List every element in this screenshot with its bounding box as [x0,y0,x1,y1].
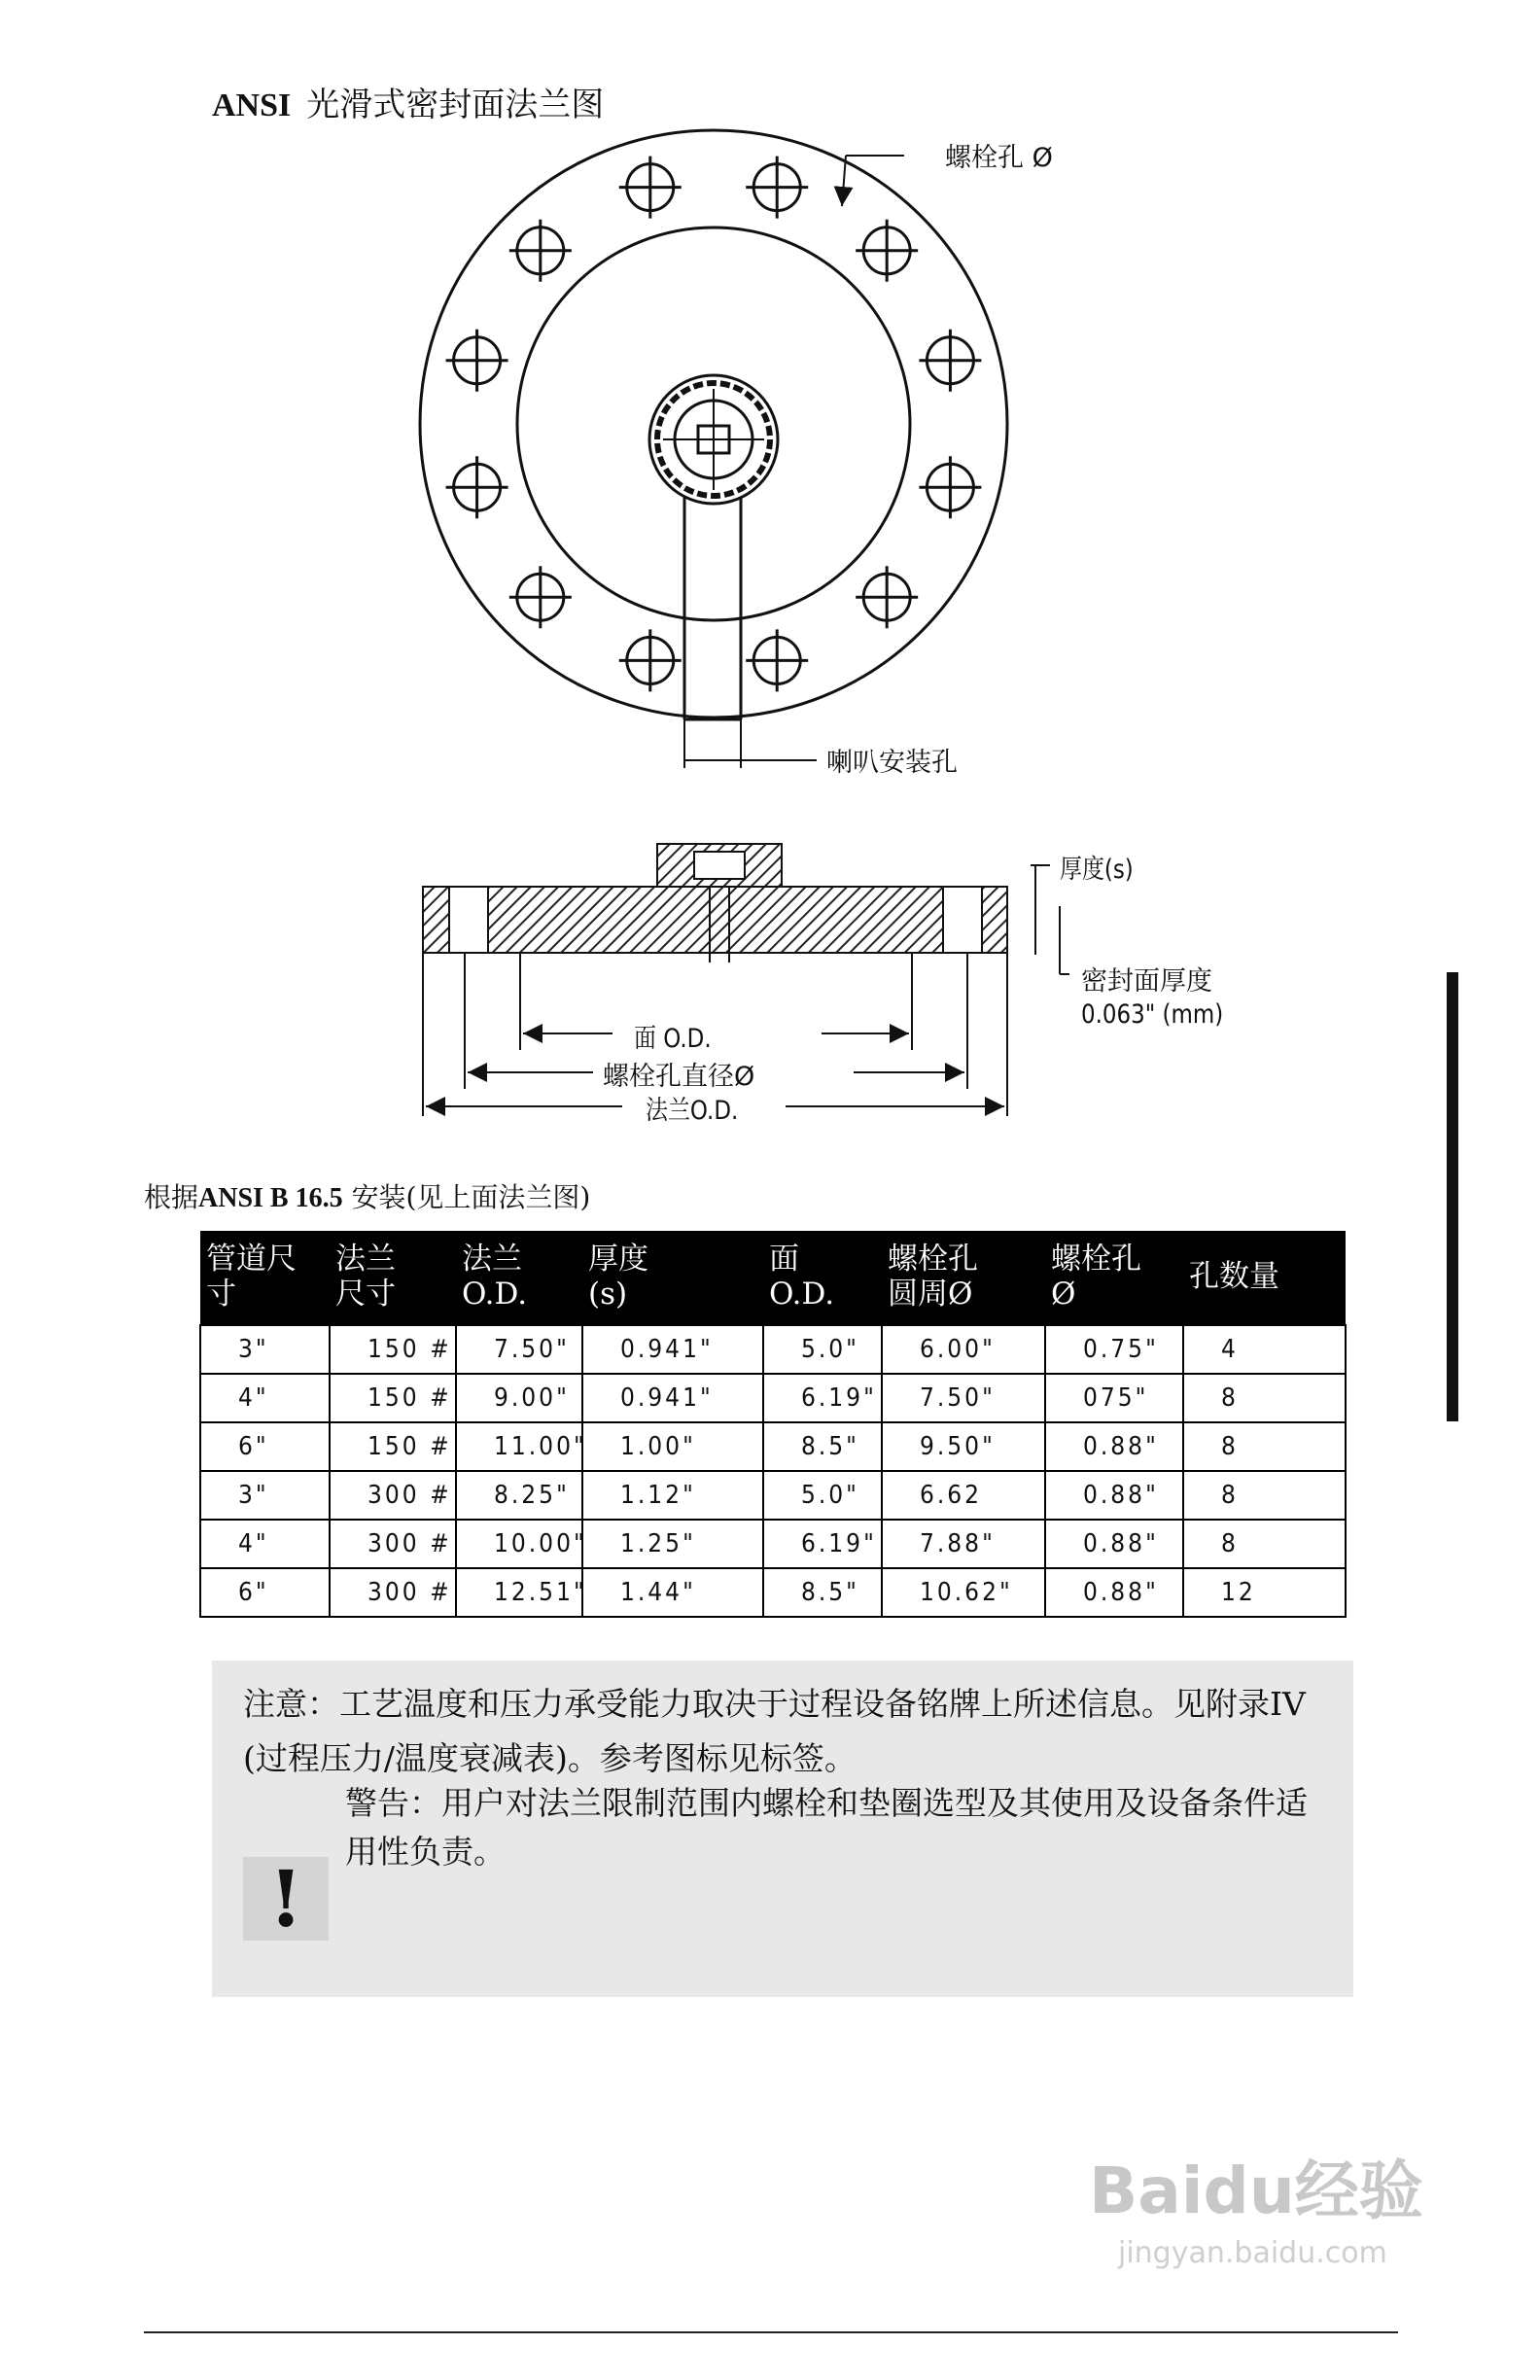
table-cell: 0.941" [582,1325,763,1374]
table-cell: 8.5" [763,1568,882,1617]
header-flange-size: 法兰 尺寸 [330,1231,456,1325]
table-cell: 0.88" [1045,1568,1183,1617]
header-bolt-hole: 螺栓孔 Ø [1045,1231,1183,1325]
table-cell: 3" [200,1325,330,1374]
label-thickness: 厚度(s) [1060,855,1134,885]
warning-icon: ! [243,1857,329,1941]
caption-standard: ANSI B 16.5 [198,1183,343,1213]
bolt-slot-right [943,887,982,953]
table-cell: 0.88" [1045,1520,1183,1568]
table-cell: 3" [200,1471,330,1520]
warning-text: 警告：用户对法兰限制范围内螺栓和垫圈选型及其使用及设备条件适用性负责。 [345,1784,1308,1871]
label-seal-value: 0.063" (mm) [1081,999,1224,1030]
table-cell: 6.19" [763,1520,882,1568]
table-cell: 8 [1183,1471,1346,1520]
table-cell: 1.12" [582,1471,763,1520]
table-cell: 6.00" [882,1325,1045,1374]
table-cell: 6.19" [763,1374,882,1422]
table-header-row [200,1231,1346,1325]
table-cell: 0.88" [1045,1422,1183,1471]
table-cell: 9.50" [882,1422,1045,1471]
flange-spec-table [199,1231,1347,1618]
table-cell: 6.62 [882,1471,1045,1520]
table-cell: 4 [1183,1325,1346,1374]
label-flange-od: 法兰O.D. [646,1096,739,1126]
table-cell: 300 # [330,1520,456,1568]
header-bolt-circle: 螺栓孔 圆周Ø [882,1231,1045,1325]
table-cell: 0.75" [1045,1325,1183,1374]
table-cell: 0.88" [1045,1471,1183,1520]
caption-prefix: 根据 [144,1181,199,1213]
table-cell: 150 # [330,1374,456,1422]
header-hole-count: 孔数量 [1183,1231,1346,1325]
table-cell: 10.62" [882,1568,1045,1617]
table-cell: 12 [1183,1568,1346,1617]
flange-drawing [0,0,1540,1167]
table-cell: 10.00" [456,1520,582,1568]
table-row [200,1568,1346,1617]
table-row [200,1520,1346,1568]
table-cell: 4" [200,1374,330,1422]
table-cell: 5.0" [763,1471,882,1520]
header-flange-od: 法兰 O.D. [456,1231,582,1325]
table-cell: 300 # [330,1471,456,1520]
header-pipe-size: 管道尺寸 [200,1231,330,1325]
table-cell: 8 [1183,1422,1346,1471]
header-thickness: 厚度 (s) [582,1231,763,1325]
label-seal-thickness: 密封面厚度 [1081,966,1212,997]
table-cell: 4" [200,1520,330,1568]
table-cell: 0.941" [582,1374,763,1422]
table-row [200,1471,1346,1520]
table-cell: 1.00" [582,1422,763,1471]
bolt-slot-left [449,887,488,953]
table-row [200,1325,1346,1374]
caption-suffix: 安装(见上面法兰图) [342,1181,591,1213]
table-cell: 8.5" [763,1422,882,1471]
table-row [200,1422,1346,1471]
section-sidebar-bar [1447,972,1458,1421]
footer-rule [144,2331,1398,2333]
label-face-od: 面 O.D. [634,1024,712,1054]
table-cell: 8 [1183,1374,1346,1422]
table-cell: 7.50" [456,1325,582,1374]
table-cell: 8 [1183,1520,1346,1568]
note-text: 注意：工艺温度和压力承受能力取决于过程设备铭牌上所述信息。见附录IV (过程压力/温度衰减表)。参考图标见标签。 [243,1685,1306,1777]
table-cell: 150 # [330,1325,456,1374]
title-bold: ANSI [212,88,292,123]
table-cell: 1.25" [582,1520,763,1568]
table-cell: 12.51" [456,1568,582,1617]
table-cell: 075" [1045,1374,1183,1422]
table-cell: 150 # [330,1422,456,1471]
label-horn-hole: 喇叭安装孔 [826,748,958,778]
flange-section-main [487,887,943,953]
label-bolt-circle: 螺栓孔直径Ø [603,1062,755,1092]
watermark-url: jingyan.baidu.com [1118,2236,1387,2270]
table-row [200,1374,1346,1422]
watermark-brand: Baidu经验 [1089,2153,1423,2228]
table-cell: 9.00" [456,1374,582,1422]
table-cell: 5.0" [763,1325,882,1374]
table-cell: 7.50" [882,1374,1045,1422]
table-cell: 11.00" [456,1422,582,1471]
title-text: 光滑式密封面法兰图 [306,86,605,124]
table-cell: 8.25" [456,1471,582,1520]
label-bolt-hole: 螺栓孔 Ø [945,143,1053,173]
table-cell: 300 # [330,1568,456,1617]
table-caption [144,1176,590,1215]
table-cell: 6" [200,1422,330,1471]
header-face-od: 面 O.D. [763,1231,882,1325]
table-cell: 7.88" [882,1520,1045,1568]
table-cell: 6" [200,1568,330,1617]
table-cell: 1.44" [582,1568,763,1617]
